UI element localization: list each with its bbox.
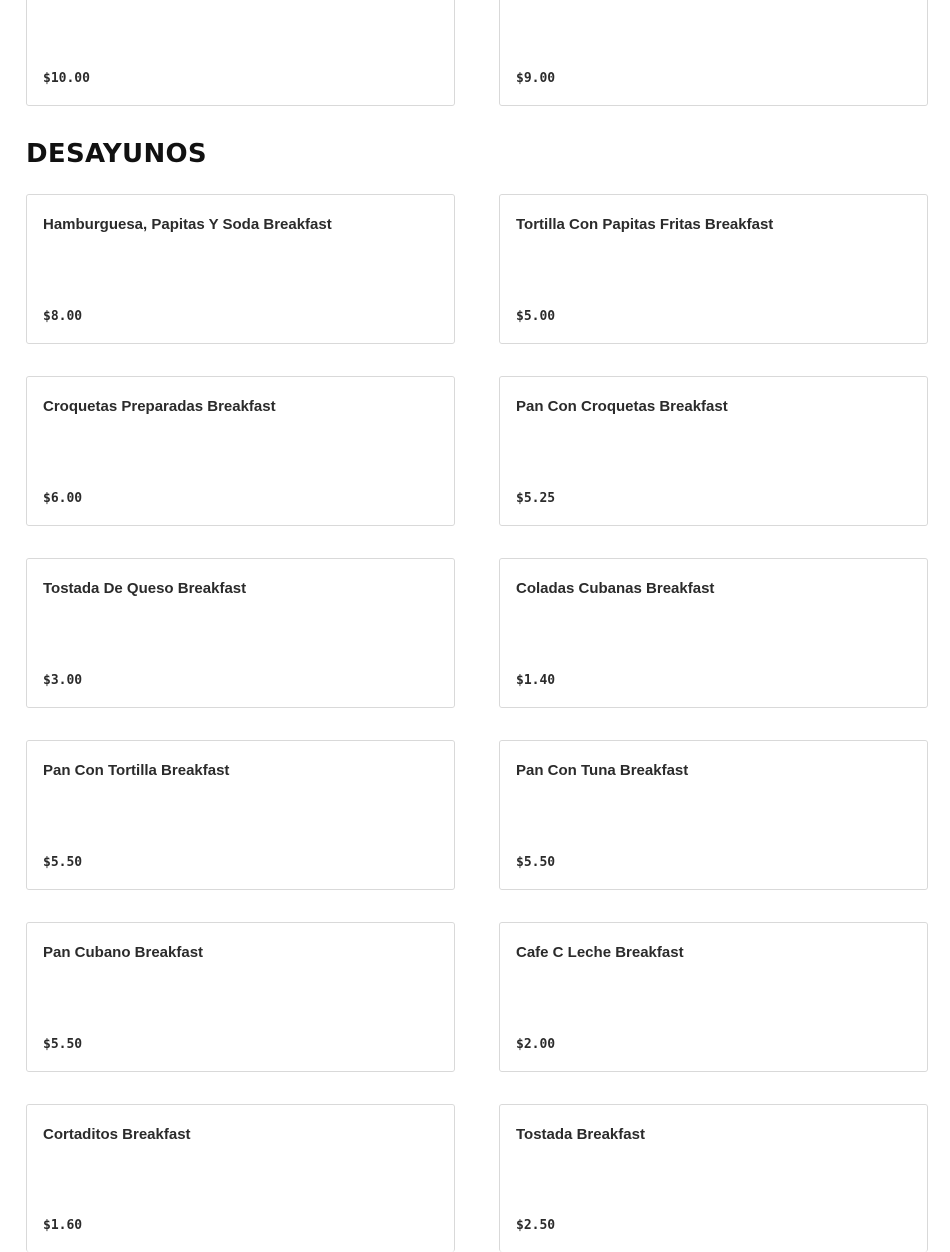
menu-item-price: $3.00: [43, 673, 83, 688]
menu-item-price: $1.40: [516, 673, 556, 688]
menu-item-price: $5.25: [516, 491, 556, 506]
menu-item-card[interactable]: [26, 376, 455, 526]
menu-item-price: $5.50: [516, 855, 556, 870]
menu-item-name: Pan Con Tortilla Breakfast: [43, 762, 230, 779]
menu-item-card[interactable]: [499, 376, 928, 526]
menu-item-name: Tostada De Queso Breakfast: [43, 580, 247, 597]
menu-item-name: Croquetas Preparadas Breakfast: [43, 398, 276, 415]
menu-item-price: $1.60: [43, 1218, 83, 1233]
menu-item-card[interactable]: [26, 0, 455, 106]
section-title: DESAYUNOS: [26, 139, 207, 169]
menu-item-price: $9.00: [516, 71, 556, 86]
menu-item-price: $2.00: [516, 1037, 556, 1052]
menu-item-card[interactable]: [26, 922, 455, 1072]
menu-item-name: Cafe C Leche Breakfast: [516, 944, 684, 961]
menu-item-card[interactable]: [26, 194, 455, 344]
menu-item-card[interactable]: [499, 558, 928, 708]
menu-item-price: $5.50: [43, 855, 83, 870]
menu-item-name: Hamburguesa, Papitas Y Soda Breakfast: [43, 216, 332, 233]
menu-item-price: $5.00: [516, 309, 556, 324]
menu-item-card[interactable]: [26, 558, 455, 708]
menu-item-price: $6.00: [43, 491, 83, 506]
menu-item-name: Pan Con Croquetas Breakfast: [516, 398, 728, 415]
menu-item-price: $10.00: [43, 71, 90, 86]
menu-item-price: $5.50: [43, 1037, 83, 1052]
menu-item-name: Coladas Cubanas Breakfast: [516, 580, 715, 597]
menu-item-name: Pan Con Tuna Breakfast: [516, 762, 689, 779]
menu-item-card[interactable]: [26, 1104, 455, 1252]
menu-item-name: Pan Cubano Breakfast: [43, 944, 204, 961]
menu-item-name: Tostada Breakfast: [516, 1126, 645, 1143]
menu-item-card[interactable]: [499, 194, 928, 344]
menu-item-card[interactable]: [499, 1104, 928, 1252]
menu-item-card[interactable]: [499, 740, 928, 890]
menu-item-price: $8.00: [43, 309, 83, 324]
menu-item-card[interactable]: [499, 922, 928, 1072]
menu-item-name: Cortaditos Breakfast: [43, 1126, 191, 1143]
menu-item-name: Tortilla Con Papitas Fritas Breakfast: [516, 216, 774, 233]
menu-item-price: $2.50: [516, 1218, 556, 1233]
menu-item-card[interactable]: [499, 0, 928, 106]
menu-item-card[interactable]: [26, 740, 455, 890]
